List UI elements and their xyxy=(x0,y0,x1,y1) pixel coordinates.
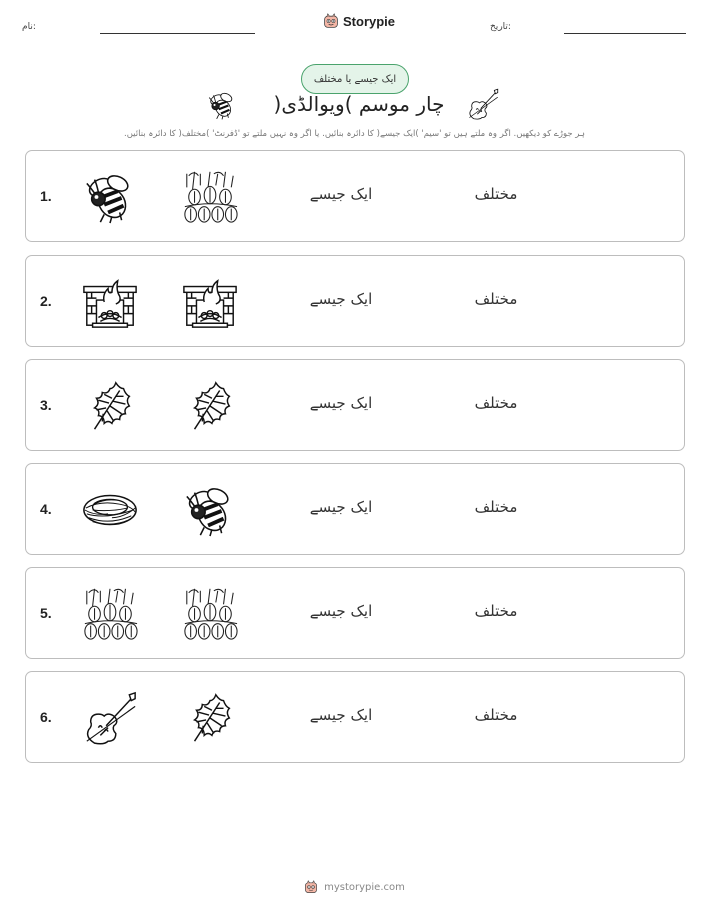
violin-icon xyxy=(466,87,500,121)
exercise-row xyxy=(25,255,685,347)
bee-icon xyxy=(181,481,239,539)
different-option[interactable]: مختلف xyxy=(474,185,518,203)
row-number: 6. xyxy=(40,709,52,725)
name-blank-line[interactable] xyxy=(100,33,255,34)
different-option[interactable]: مختلف xyxy=(474,602,518,620)
row-number: 3. xyxy=(40,397,52,413)
logo-text: Storypie xyxy=(343,13,396,29)
leaf-icon xyxy=(81,377,139,435)
exercise-row xyxy=(25,671,685,763)
same-option[interactable]: ایک جیسے xyxy=(309,706,373,724)
bee-icon xyxy=(81,168,139,226)
footer-url: mystorypie.com xyxy=(324,881,405,893)
name-label: نام: xyxy=(22,22,36,32)
storypie-mascot-icon xyxy=(323,13,339,29)
different-option[interactable]: مختلف xyxy=(474,290,518,308)
different-option[interactable]: مختلف xyxy=(474,706,518,724)
leaf-icon xyxy=(181,689,239,747)
leaf-icon xyxy=(181,377,239,435)
same-option[interactable]: ایک جیسے xyxy=(309,498,373,516)
exercise-row xyxy=(25,359,685,451)
row-number: 2. xyxy=(40,293,52,309)
row-number: 4. xyxy=(40,501,52,517)
bee-icon xyxy=(206,89,238,121)
fireplace-icon xyxy=(181,273,239,331)
violin-icon xyxy=(81,689,139,747)
row-number: 1. xyxy=(40,188,52,204)
same-option[interactable]: ایک جیسے xyxy=(309,394,373,412)
date-blank-line[interactable] xyxy=(564,33,686,34)
row-number: 5. xyxy=(40,605,52,621)
same-option[interactable]: ایک جیسے xyxy=(309,290,373,308)
footer xyxy=(0,880,709,894)
exercise-row xyxy=(25,150,685,242)
orchestra-icon xyxy=(181,585,239,643)
different-option[interactable]: مختلف xyxy=(474,498,518,516)
date-label: تاریخ: xyxy=(490,22,511,32)
fireplace-icon xyxy=(81,273,139,331)
worksheet-type-badge: ایک جیسے یا مختلف xyxy=(301,64,409,94)
orchestra-icon xyxy=(181,168,239,226)
exercise-row xyxy=(25,463,685,555)
exercise-row xyxy=(25,567,685,659)
storypie-logo xyxy=(323,13,395,29)
storypie-mascot-icon xyxy=(304,880,318,894)
same-option[interactable]: ایک جیسے xyxy=(309,602,373,620)
different-option[interactable]: مختلف xyxy=(474,394,518,412)
worksheet-title: چار موسم )ویوالڈی( xyxy=(273,92,445,116)
instructions-text: ہر جوڑے کو دیکھیں. اگر وہ ملتے ہیں تو 'سیم' )ایک جیسے( کا دائرہ بنائیں. یا اگر وہ نہیں ملتے تو 'ڈفرنٹ' )مختلف( کا دائرہ بنائیں. xyxy=(124,129,585,139)
nest-icon xyxy=(81,481,139,539)
same-option[interactable]: ایک جیسے xyxy=(309,185,373,203)
worksheet-header xyxy=(0,0,709,45)
orchestra-icon xyxy=(81,585,139,643)
